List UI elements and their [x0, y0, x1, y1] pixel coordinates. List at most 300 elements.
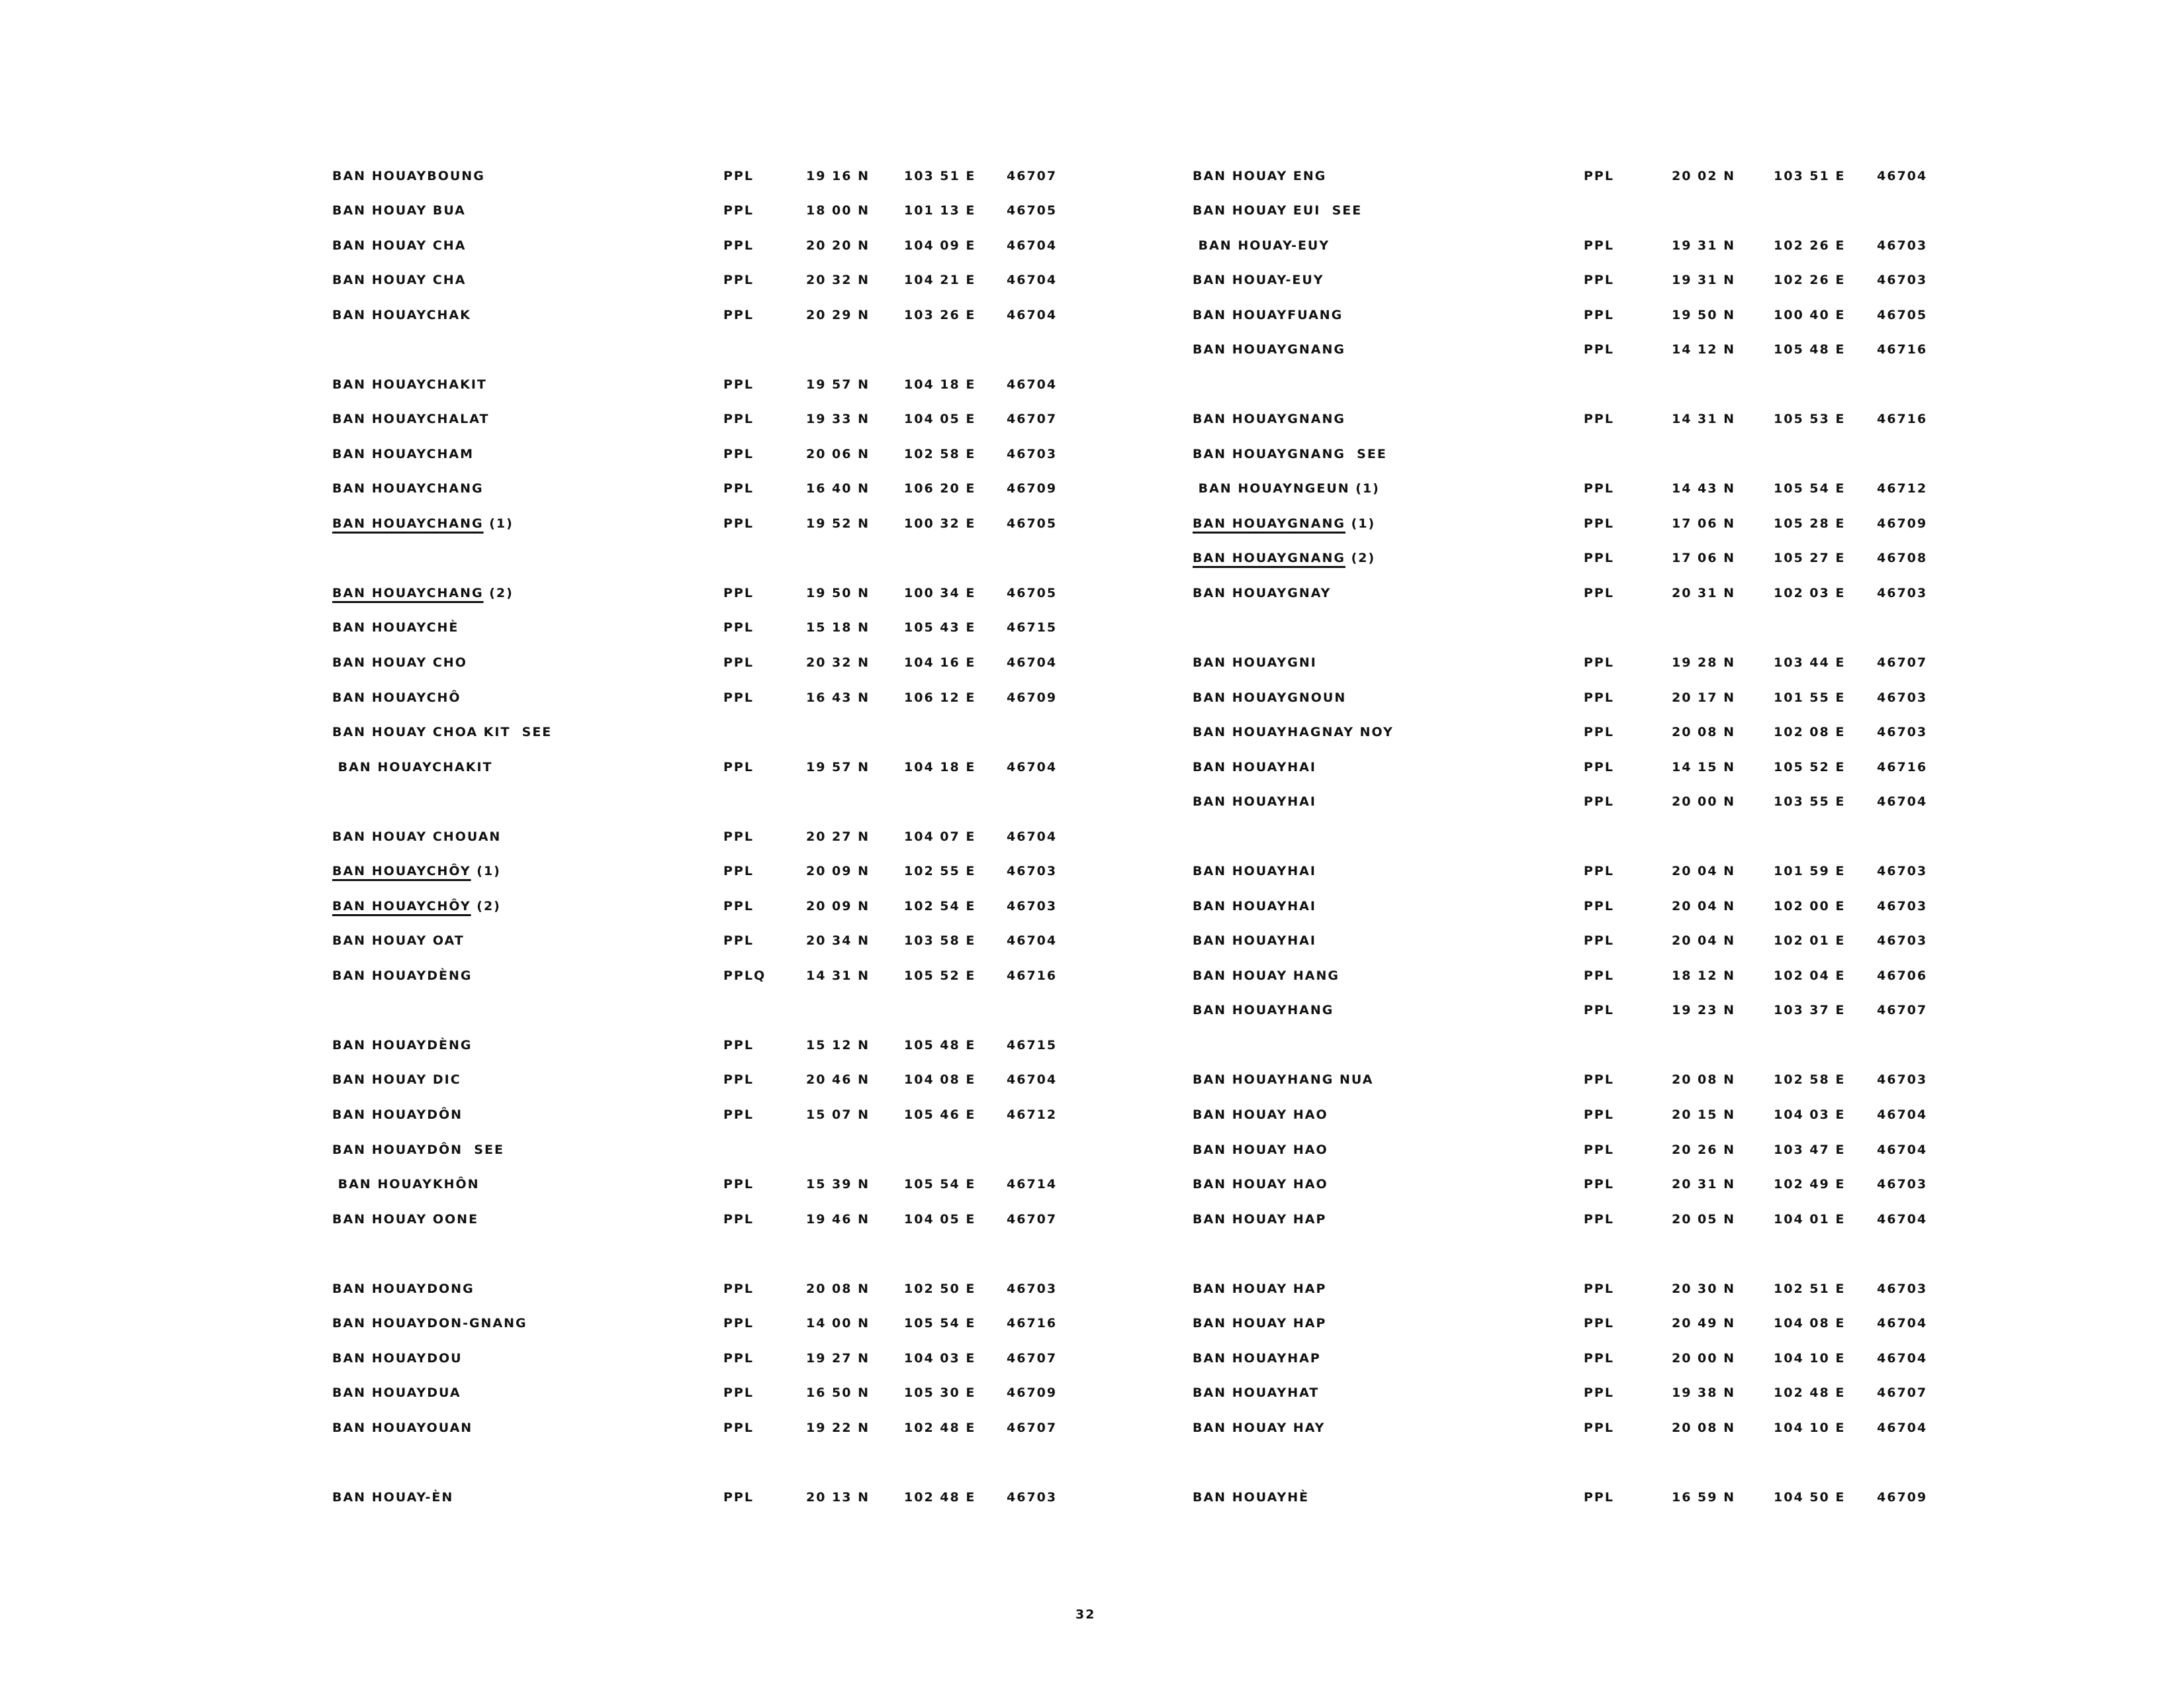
entry-type: PPL	[723, 1351, 754, 1366]
entry-lat: 20 49 N	[1672, 1316, 1736, 1331]
entry-code: 46703	[1007, 447, 1058, 461]
entry-name: BAN HOUAYDÔN	[332, 1107, 463, 1122]
entry-lon: 102 49 E	[1774, 1177, 1846, 1192]
entry-code: 46715	[1007, 1038, 1058, 1053]
entry-code: 46704	[1877, 1107, 1928, 1122]
entry-name: BAN HOUAY OONE	[332, 1212, 479, 1227]
entry-name: BAN HOUAYDONG	[332, 1282, 475, 1296]
entry-code: 46704	[1007, 760, 1058, 774]
gazetteer-entry	[0, 481, 1928, 508]
entry-type: PPL	[1584, 273, 1614, 287]
entry-name: BAN HOUAY HAO	[1193, 1177, 1328, 1192]
entry-lat: 19 22 N	[806, 1421, 870, 1435]
entry-code: 46716	[1877, 342, 1928, 357]
gazetteer-entry	[0, 203, 1363, 230]
entry-lon: 102 08 E	[1774, 725, 1846, 739]
entry-code: 46703	[1007, 899, 1058, 914]
gazetteer-entry	[0, 551, 1928, 577]
entry-code: 46707	[1007, 1212, 1058, 1227]
entry-name: BAN HOUAY OAT	[332, 933, 465, 948]
gazetteer-entry	[0, 308, 1928, 334]
entry-name: BAN HOUAY CHA	[332, 273, 467, 287]
entry-code: 46707	[1007, 169, 1058, 183]
entry-type: PPL	[1584, 551, 1614, 565]
entry-type: PPL	[723, 1177, 754, 1192]
entry-name: BAN HOUAYNGEUN (1)	[1193, 481, 1380, 496]
entry-code: 46704	[1007, 377, 1058, 392]
entry-type: PPL	[723, 760, 754, 774]
entry-lon: 102 50 E	[904, 1282, 976, 1296]
entry-type: PPL	[1584, 690, 1614, 705]
entry-name: BAN HOUAYHAI	[1193, 933, 1316, 948]
entry-lon: 104 21 E	[904, 273, 976, 287]
entry-lon: 105 52 E	[1774, 760, 1846, 774]
entry-lat: 15 07 N	[806, 1107, 870, 1122]
entry-name: BAN HOUAYDÈNG	[332, 1038, 473, 1053]
entry-code: 46703	[1877, 1282, 1928, 1296]
entry-type: PPL	[1584, 1421, 1614, 1435]
entry-type: PPL	[1584, 864, 1614, 878]
entry-lat: 20 04 N	[1672, 933, 1736, 948]
gazetteer-entry	[0, 1143, 1928, 1169]
gazetteer-entry	[0, 968, 1928, 995]
entry-lon: 102 26 E	[1774, 238, 1846, 253]
entry-lat: 20 09 N	[806, 864, 870, 878]
entry-lat: 16 40 N	[806, 481, 870, 496]
gazetteer-entry	[0, 1177, 1928, 1203]
entry-lon: 103 26 E	[904, 308, 976, 322]
entry-name: BAN HOUAYGNANG	[1193, 342, 1345, 357]
gazetteer-entry	[0, 447, 1387, 473]
entry-code: 46704	[1877, 1212, 1928, 1227]
entry-name: BAN HOUAYCHAKIT	[332, 760, 493, 774]
entry-lon: 103 47 E	[1774, 1143, 1846, 1157]
entry-lon: 102 54 E	[904, 899, 976, 914]
entry-lat: 20 04 N	[1672, 864, 1736, 878]
entry-name: BAN HOUAY HAY	[1193, 1421, 1326, 1435]
entry-name: BAN HOUAYHAI	[1193, 794, 1316, 809]
entry-lat: 20 15 N	[1672, 1107, 1736, 1122]
entry-lon: 103 51 E	[904, 169, 976, 183]
entry-lat: 16 59 N	[1672, 1490, 1736, 1505]
entry-type: PPL	[723, 864, 754, 878]
entry-type: PPL	[1584, 968, 1614, 983]
entry-type: PPL	[1584, 1385, 1614, 1400]
entry-lon: 102 00 E	[1774, 899, 1846, 914]
entry-lat: 19 38 N	[1672, 1385, 1736, 1400]
entry-lat: 18 00 N	[806, 203, 870, 218]
entry-name: BAN HOUAY ENG	[1193, 169, 1327, 183]
entry-lat: 20 05 N	[1672, 1212, 1736, 1227]
entry-lat: 17 06 N	[1672, 516, 1736, 531]
entry-lat: 20 31 N	[1672, 586, 1736, 600]
entry-type: PPL	[723, 655, 754, 670]
entry-name: BAN HOUAYHAI	[1193, 864, 1316, 878]
entry-code: 46716	[1007, 1316, 1058, 1331]
entry-code: 46704	[1007, 308, 1058, 322]
entry-lon: 105 27 E	[1774, 551, 1846, 565]
entry-lon: 104 50 E	[1774, 1490, 1846, 1505]
entry-type: PPL	[723, 899, 754, 914]
entry-name: BAN HOUAY HAP	[1193, 1212, 1327, 1227]
entry-name: BAN HOUAY DIC	[332, 1072, 461, 1087]
entry-lon: 106 12 E	[904, 690, 976, 705]
entry-lat: 20 32 N	[806, 273, 870, 287]
entry-type: PPL	[1584, 1143, 1614, 1157]
entry-name: BAN HOUAYCHALAT	[332, 412, 490, 426]
gazetteer-entry	[0, 1107, 1928, 1134]
entry-name: BAN HOUAYHANG	[1193, 1003, 1334, 1017]
entry-lon: 102 58 E	[1774, 1072, 1846, 1087]
entry-code: 46709	[1877, 1490, 1928, 1505]
entry-name: BAN HOUAYDUA	[332, 1385, 461, 1400]
entry-lat: 20 26 N	[1672, 1143, 1736, 1157]
entry-type: PPL	[723, 308, 754, 322]
entry-lat: 20 17 N	[1672, 690, 1736, 705]
entry-lon: 104 08 E	[904, 1072, 976, 1087]
entry-lon: 105 54 E	[904, 1177, 976, 1192]
entry-lon: 104 10 E	[1774, 1351, 1846, 1366]
entry-lat: 20 46 N	[806, 1072, 870, 1087]
entry-lat: 20 06 N	[806, 447, 870, 461]
entry-lon: 105 54 E	[904, 1316, 976, 1331]
entry-code: 46705	[1007, 586, 1058, 600]
entry-type: PPL	[723, 586, 754, 600]
entry-type: PPL	[1584, 933, 1614, 948]
entry-type: PPL	[723, 1038, 754, 1053]
entry-code: 46704	[1877, 794, 1928, 809]
entry-code: 46704	[1007, 238, 1058, 253]
entry-type: PPL	[1584, 308, 1614, 322]
entry-lat: 20 04 N	[1672, 899, 1736, 914]
entry-lon: 103 44 E	[1774, 655, 1846, 670]
entry-code: 46703	[1877, 899, 1928, 914]
entry-lat: 20 31 N	[1672, 1177, 1736, 1192]
entry-lon: 104 18 E	[904, 377, 976, 392]
entry-lon: 105 48 E	[1774, 342, 1846, 357]
entry-lon: 100 34 E	[904, 586, 976, 600]
entry-name: BAN HOUAY HAO	[1193, 1143, 1328, 1157]
entry-name: BAN HOUAYHAI	[1193, 760, 1316, 774]
entry-name: BAN HOUAY-EUY	[1193, 273, 1324, 287]
entry-code: 46709	[1007, 481, 1058, 496]
entry-type: PPL	[1584, 412, 1614, 426]
entry-code: 46714	[1007, 1177, 1058, 1192]
entry-lat: 19 28 N	[1672, 655, 1736, 670]
entry-lat: 20 08 N	[1672, 725, 1736, 739]
entry-name: BAN HOUAYCHÔY (2)	[332, 899, 501, 914]
entry-name: BAN HOUAYDON-GNANG	[332, 1316, 527, 1331]
entry-lon: 102 01 E	[1774, 933, 1846, 948]
entry-lat: 19 57 N	[806, 377, 870, 392]
entry-name: BAN HOUAYCHANG (1)	[332, 516, 514, 531]
entry-lon: 104 16 E	[904, 655, 976, 670]
entry-code: 46708	[1877, 551, 1928, 565]
entry-lon: 105 28 E	[1774, 516, 1846, 531]
entry-type: PPL	[1584, 342, 1614, 357]
entry-lat: 14 15 N	[1672, 760, 1736, 774]
entry-name: BAN HOUAY CHOA KIT SEE	[332, 725, 553, 739]
entry-lat: 15 18 N	[806, 620, 870, 635]
entry-name: BAN HOUAYGNANG (1)	[1193, 516, 1376, 531]
entry-type: PPL	[723, 1385, 754, 1400]
gazetteer-entry	[0, 864, 1928, 890]
entry-lat: 14 43 N	[1672, 481, 1736, 496]
entry-name: BAN HOUAYCHAKIT	[332, 377, 487, 392]
entry-code: 46703	[1007, 864, 1058, 878]
entry-name: BAN HOUAY EUI SEE	[1193, 203, 1363, 218]
entry-type: PPL	[1584, 1072, 1614, 1087]
entry-name: BAN HOUAY HAO	[1193, 1107, 1328, 1122]
entry-code: 46704	[1007, 655, 1058, 670]
entry-type: PPL	[1584, 1107, 1614, 1122]
entry-lat: 16 43 N	[806, 690, 870, 705]
gazetteer-entry	[0, 899, 1928, 925]
entry-lat: 14 31 N	[1672, 412, 1736, 426]
entry-lat: 20 32 N	[806, 655, 870, 670]
entry-lat: 15 12 N	[806, 1038, 870, 1053]
entry-code: 46704	[1007, 933, 1058, 948]
entry-lat: 15 39 N	[806, 1177, 870, 1192]
gazetteer-entry	[0, 760, 1928, 786]
entry-code: 46704	[1877, 169, 1928, 183]
entry-type: PPL	[1584, 1212, 1614, 1227]
entry-name: BAN HOUAYBOUNG	[332, 169, 485, 183]
entry-type: PPL	[1584, 1490, 1614, 1505]
entry-type: PPL	[723, 690, 754, 705]
entry-code: 46703	[1877, 725, 1928, 739]
gazetteer-entry	[0, 1003, 1928, 1029]
entry-code: 46712	[1007, 1107, 1058, 1122]
entry-lon: 105 53 E	[1774, 412, 1846, 426]
entry-lat: 20 30 N	[1672, 1282, 1736, 1296]
entry-lat: 19 31 N	[1672, 273, 1736, 287]
entry-code: 46705	[1007, 203, 1058, 218]
entry-code: 46703	[1007, 1490, 1058, 1505]
gazetteer-entry	[0, 1421, 1928, 1447]
entry-type: PPL	[723, 481, 754, 496]
entry-lon: 102 58 E	[904, 447, 976, 461]
entry-type: PPL	[1584, 586, 1614, 600]
entry-name: BAN HOUAYCHÈ	[332, 620, 459, 635]
entry-code: 46705	[1877, 308, 1928, 322]
entry-type: PPL	[723, 1316, 754, 1331]
entry-type: PPL	[1584, 1282, 1614, 1296]
entry-lat: 19 31 N	[1672, 238, 1736, 253]
entry-lat: 20 08 N	[1672, 1421, 1736, 1435]
entry-type: PPL	[723, 447, 754, 461]
entry-type: PPL	[1584, 1177, 1614, 1192]
entry-type: PPL	[1584, 760, 1614, 774]
gazetteer-entry	[0, 1282, 1928, 1308]
entry-lon: 101 55 E	[1774, 690, 1846, 705]
entry-code: 46712	[1877, 481, 1928, 496]
entry-code: 46704	[1877, 1351, 1928, 1366]
entry-lat: 19 50 N	[1672, 308, 1736, 322]
entry-lat: 18 12 N	[1672, 968, 1736, 983]
entry-code: 46703	[1877, 238, 1928, 253]
gazetteer-entry	[0, 690, 1928, 717]
entry-lon: 104 08 E	[1774, 1316, 1846, 1331]
entry-lon: 104 03 E	[904, 1351, 976, 1366]
gazetteer-entry	[0, 412, 1928, 438]
entry-code: 46709	[1007, 1385, 1058, 1400]
entry-lat: 19 57 N	[806, 760, 870, 774]
entry-lat: 20 20 N	[806, 238, 870, 253]
entry-type: PPL	[1584, 169, 1614, 183]
entry-code: 46707	[1877, 1385, 1928, 1400]
entry-type: PPL	[723, 1490, 754, 1505]
entry-code: 46716	[1007, 968, 1058, 983]
entry-name: BAN HOUAYHÈ	[1193, 1490, 1310, 1505]
entry-name: BAN HOUAYDÔN SEE	[332, 1143, 504, 1157]
entry-code: 46707	[1007, 1351, 1058, 1366]
entry-type: PPL	[1584, 238, 1614, 253]
gazetteer-entry	[0, 1385, 1928, 1412]
entry-lon: 106 20 E	[904, 481, 976, 496]
entry-code: 46704	[1877, 1316, 1928, 1331]
entry-lat: 20 00 N	[1672, 1351, 1736, 1366]
entry-name: BAN HOUAY CHOUAN	[332, 829, 502, 844]
entry-lon: 101 59 E	[1774, 864, 1846, 878]
entry-name: BAN HOUAYHAGNAY NOY	[1193, 725, 1394, 739]
entry-code: 46707	[1877, 655, 1928, 670]
entry-lon: 100 40 E	[1774, 308, 1846, 322]
entry-lon: 104 05 E	[904, 1212, 976, 1227]
entry-lat: 20 02 N	[1672, 169, 1736, 183]
entry-name: BAN HOUAYHAI	[1193, 899, 1316, 914]
entry-type: PPL	[723, 377, 754, 392]
entry-lon: 103 58 E	[904, 933, 976, 948]
entry-name: BAN HOUAYHAP	[1193, 1351, 1321, 1366]
entry-code: 46705	[1007, 516, 1058, 531]
entry-code: 46703	[1877, 864, 1928, 878]
entry-code: 46703	[1877, 933, 1928, 948]
entry-code: 46709	[1007, 690, 1058, 705]
entry-name: BAN HOUAYCHANG (2)	[332, 586, 514, 600]
gazetteer-entry	[0, 725, 1928, 751]
gazetteer-entry	[0, 933, 1928, 960]
entry-type: PPL	[1584, 725, 1614, 739]
entry-name: BAN HOUAYOUAN	[332, 1421, 473, 1435]
entry-lon: 104 03 E	[1774, 1107, 1846, 1122]
entry-code: 46715	[1007, 620, 1058, 635]
gazetteer-entry	[0, 238, 1928, 265]
gazetteer-entry	[0, 169, 1928, 195]
entry-lat: 20 34 N	[806, 933, 870, 948]
entry-name: BAN HOUAYCHÔY (1)	[332, 864, 501, 878]
entry-code: 46703	[1877, 1072, 1928, 1087]
entry-name: BAN HOUAYCHAK	[332, 308, 471, 322]
entry-code: 46703	[1877, 690, 1928, 705]
entry-lat: 14 00 N	[806, 1316, 870, 1331]
entry-lon: 102 26 E	[1774, 273, 1846, 287]
entry-name: BAN HOUAY-ÈN	[332, 1490, 454, 1505]
entry-type: PPL	[1584, 1351, 1614, 1366]
entry-code: 46703	[1007, 1282, 1058, 1296]
gazetteer-entry	[0, 1212, 1928, 1239]
entry-type: PPL	[1584, 516, 1614, 531]
entry-lat: 19 23 N	[1672, 1003, 1736, 1017]
entry-lon: 105 48 E	[904, 1038, 976, 1053]
entry-name: BAN HOUAYDÈNG	[332, 968, 473, 983]
gazetteer-entry	[0, 655, 1928, 682]
entry-lat: 19 46 N	[806, 1212, 870, 1227]
entry-type: PPL	[723, 273, 754, 287]
entry-lat: 14 31 N	[806, 968, 870, 983]
entry-type: PPL	[723, 1212, 754, 1227]
entry-name: BAN HOUAYGNANG SEE	[1193, 447, 1387, 461]
entry-name: BAN HOUAYCHAM	[332, 447, 475, 461]
entry-lon: 104 09 E	[904, 238, 976, 253]
gazetteer-entry	[0, 1316, 1928, 1342]
entry-lon: 104 18 E	[904, 760, 976, 774]
entry-code: 46709	[1877, 516, 1928, 531]
entry-lat: 14 12 N	[1672, 342, 1736, 357]
entry-code: 46707	[1007, 412, 1058, 426]
entry-lat: 20 08 N	[806, 1282, 870, 1296]
entry-type: PPL	[723, 1107, 754, 1122]
entry-lon: 104 01 E	[1774, 1212, 1846, 1227]
entry-lat: 16 50 N	[806, 1385, 870, 1400]
entry-name: BAN HOUAYFUANG	[1193, 308, 1343, 322]
entry-type: PPL	[1584, 1316, 1614, 1331]
entry-code: 46716	[1877, 412, 1928, 426]
entry-lon: 103 37 E	[1774, 1003, 1846, 1017]
entry-lat: 17 06 N	[1672, 551, 1736, 565]
entry-name: BAN HOUAY CHA	[332, 238, 467, 253]
entry-lat: 20 00 N	[1672, 794, 1736, 809]
entry-code: 46716	[1877, 760, 1928, 774]
entry-lon: 104 10 E	[1774, 1421, 1846, 1435]
entry-lat: 20 29 N	[806, 308, 870, 322]
entry-name: BAN HOUAYHANG NUA	[1193, 1072, 1374, 1087]
entry-lon: 102 48 E	[904, 1490, 976, 1505]
entry-lon: 102 55 E	[904, 864, 976, 878]
entry-name: BAN HOUAYGNI	[1193, 655, 1317, 670]
entry-name: BAN HOUAYDOU	[332, 1351, 463, 1366]
entry-name: BAN HOUAYGNAY	[1193, 586, 1332, 600]
page-number: 32	[1075, 1607, 1096, 1622]
entry-name: BAN HOUAY BUA	[332, 203, 466, 218]
entry-type: PPLQ	[723, 968, 766, 983]
entry-lon: 105 30 E	[904, 1385, 976, 1400]
entry-type: PPL	[1584, 794, 1614, 809]
entry-lat: 20 27 N	[806, 829, 870, 844]
entry-type: PPL	[723, 1421, 754, 1435]
entry-code: 46704	[1007, 1072, 1058, 1087]
entry-lon: 102 51 E	[1774, 1282, 1846, 1296]
entry-type: PPL	[1584, 1003, 1614, 1017]
entry-code: 46704	[1007, 829, 1058, 844]
entry-lon: 102 48 E	[1774, 1385, 1846, 1400]
entry-code: 46704	[1877, 1143, 1928, 1157]
entry-lon: 102 48 E	[904, 1421, 976, 1435]
entry-name: BAN HOUAY HAP	[1193, 1316, 1327, 1331]
entry-code: 46704	[1877, 1421, 1928, 1435]
entry-lat: 20 13 N	[806, 1490, 870, 1505]
entry-type: PPL	[1584, 899, 1614, 914]
entry-code: 46706	[1877, 968, 1928, 983]
entry-name: BAN HOUAYCHANG	[332, 481, 484, 496]
gazetteer-entry	[0, 586, 1928, 612]
entry-type: PPL	[723, 169, 754, 183]
entry-name: BAN HOUAY HANG	[1193, 968, 1340, 983]
entry-name: BAN HOUAYCHÔ	[332, 690, 461, 705]
entry-name: BAN HOUAY-EUY	[1193, 238, 1330, 253]
entry-type: PPL	[723, 1282, 754, 1296]
entry-lon: 104 07 E	[904, 829, 976, 844]
